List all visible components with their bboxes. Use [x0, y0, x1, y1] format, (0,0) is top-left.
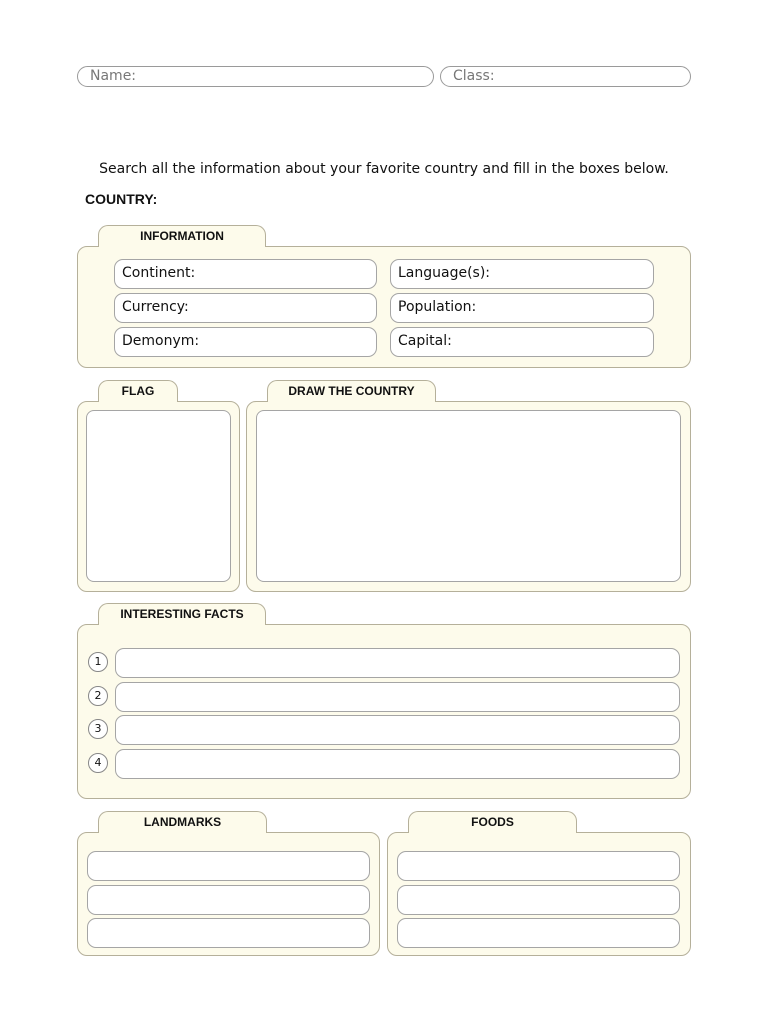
landmark-line-1[interactable] [87, 851, 370, 881]
class-label: Class: [453, 68, 495, 84]
name-field[interactable] [77, 66, 434, 87]
tab-foods-label: FOODS [471, 815, 514, 829]
fact-line-2[interactable] [115, 682, 680, 712]
population-field[interactable] [390, 293, 654, 323]
instructions: Search all the information about your favorite country and fill in the boxes below. [99, 161, 669, 177]
tab-draw-country [267, 380, 436, 402]
continent-field[interactable] [114, 259, 377, 289]
food-line-2[interactable] [397, 885, 680, 915]
capital-field[interactable] [390, 327, 654, 357]
fact-number-4: 4 [88, 753, 108, 773]
demonym-label: Demonym: [122, 333, 200, 349]
tab-flag [98, 380, 178, 402]
tab-information [98, 225, 266, 247]
fact-line-4[interactable] [115, 749, 680, 779]
currency-field[interactable] [114, 293, 377, 323]
fact-line-3[interactable] [115, 715, 680, 745]
country-drawing-area[interactable] [256, 410, 681, 582]
language-field[interactable] [390, 259, 654, 289]
tab-draw-country-label: DRAW THE COUNTRY [288, 384, 415, 398]
tab-interesting-facts [98, 603, 266, 625]
tab-foods [408, 811, 577, 833]
fact-number-2: 2 [88, 686, 108, 706]
demonym-field[interactable] [114, 327, 377, 357]
continent-label: Continent: [122, 265, 196, 281]
language-label: Language(s): [398, 265, 491, 281]
tab-landmarks [98, 811, 267, 833]
tab-facts-label: INTERESTING FACTS [120, 607, 244, 621]
flag-drawing-area[interactable] [86, 410, 231, 582]
currency-label: Currency: [122, 299, 189, 315]
name-label: Name: [90, 68, 137, 84]
food-line-3[interactable] [397, 918, 680, 948]
country-label: COUNTRY: [85, 191, 158, 207]
fact-number-3: 3 [88, 719, 108, 739]
food-line-1[interactable] [397, 851, 680, 881]
capital-label: Capital: [398, 333, 452, 349]
fact-line-1[interactable] [115, 648, 680, 678]
tab-landmarks-label: LANDMARKS [143, 815, 222, 829]
fact-number-1: 1 [88, 652, 108, 672]
tab-flag-label: FLAG [121, 384, 155, 398]
landmark-line-3[interactable] [87, 918, 370, 948]
tab-information-label: INFORMATION [140, 229, 224, 243]
landmark-line-2[interactable] [87, 885, 370, 915]
population-label: Population: [398, 299, 477, 315]
class-field[interactable] [440, 66, 691, 87]
